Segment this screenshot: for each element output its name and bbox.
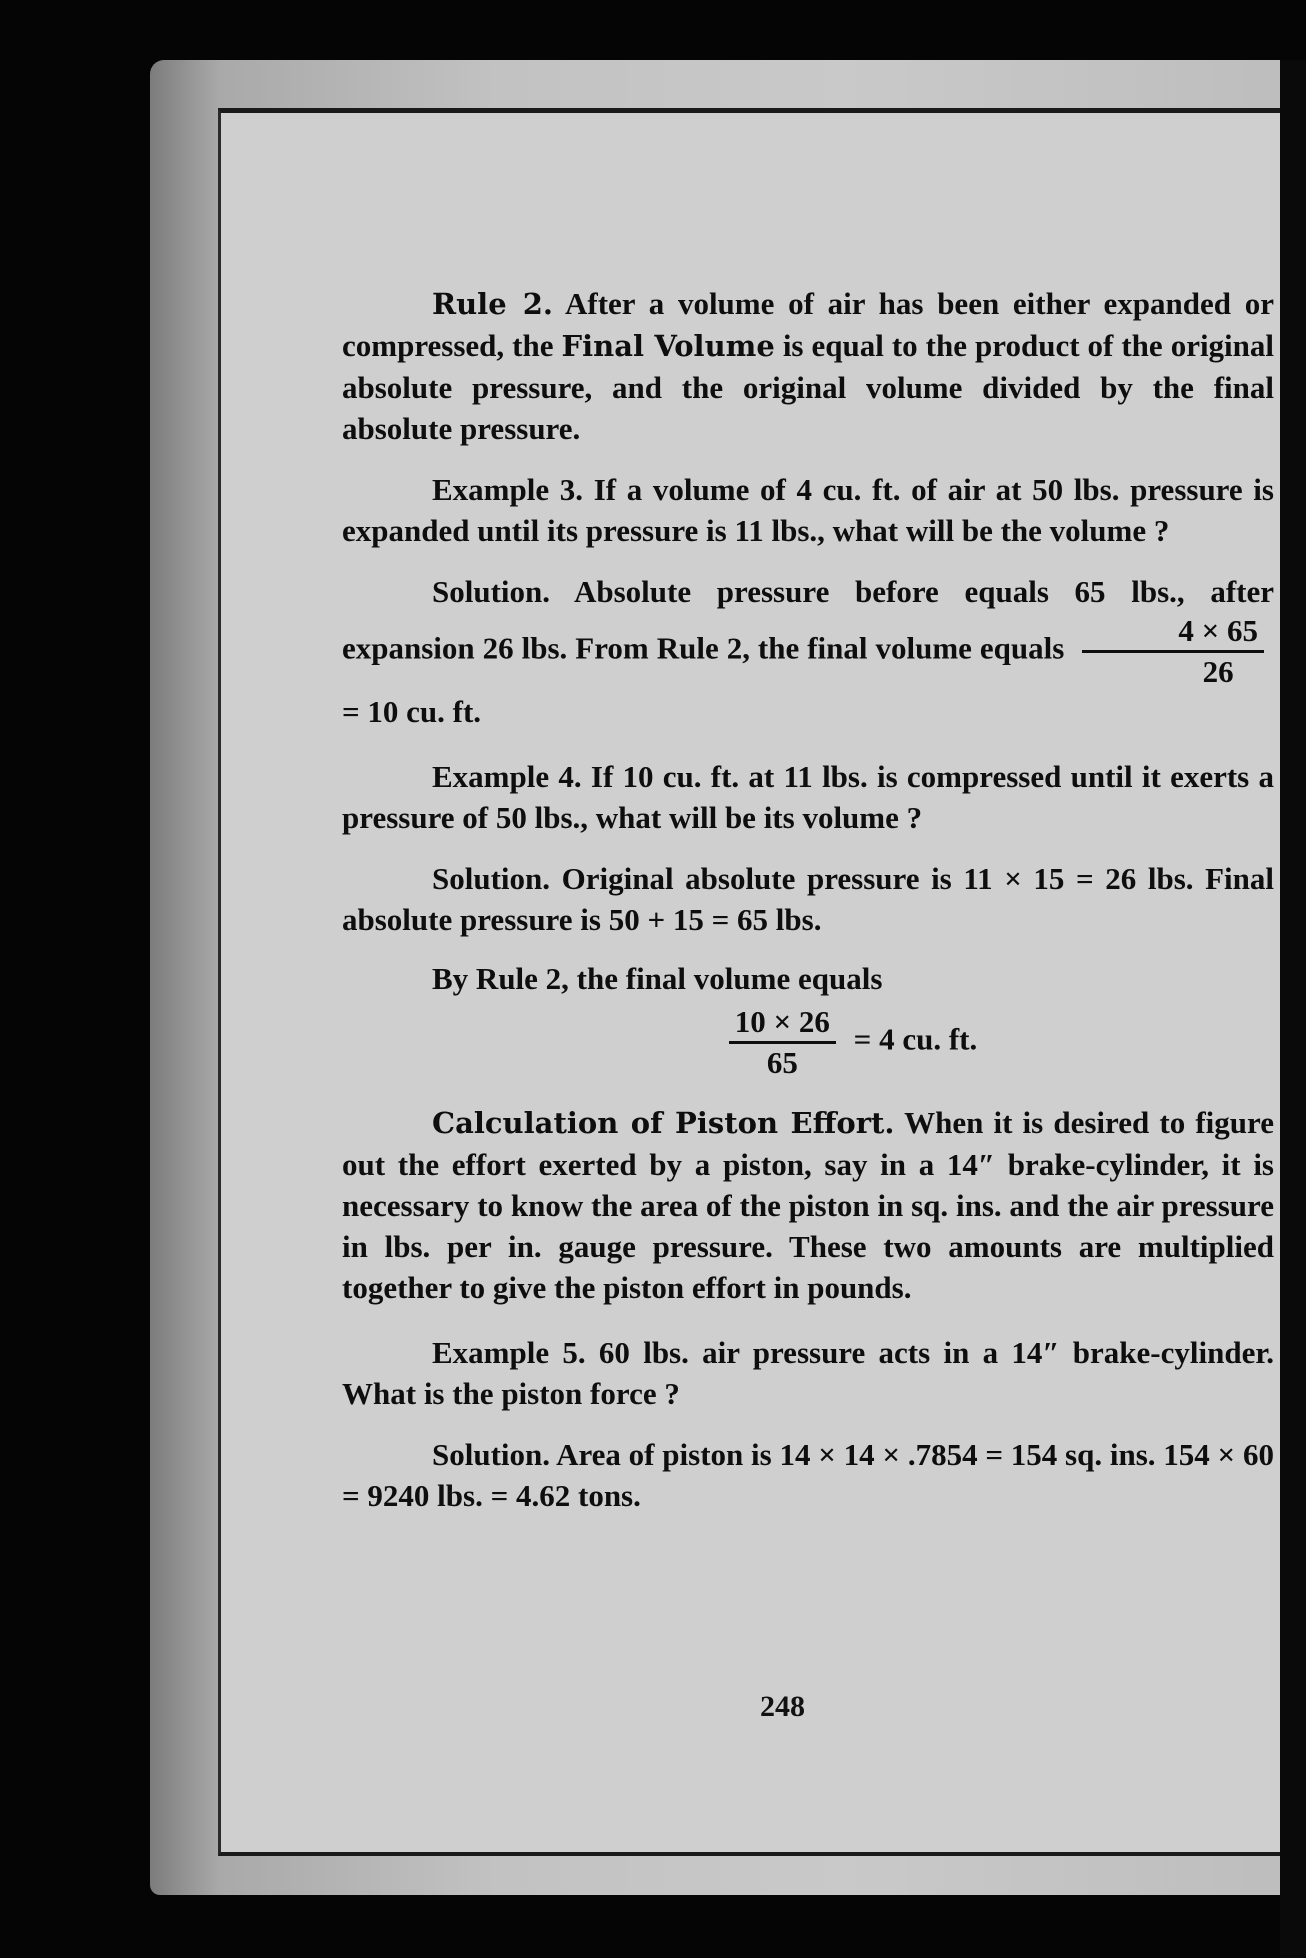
page-edge-shadow	[1280, 60, 1306, 1958]
example-4: Example 4. If 10 cu. ft. at 11 lbs. is compressed until it exerts a pressure of 50 lbs., what will be its volume ?	[342, 759, 1274, 835]
rule-2-label: Rule 2.	[432, 287, 553, 321]
rule-2-text-b: is equal to the product of the original absolute pressure, and the original volume divided by the final absolute pressure.	[342, 328, 1275, 446]
fraction-denominator: 26	[1202, 654, 1234, 689]
example-5: Example 5. 60 lbs. air pressure acts in a 14″ brake-cylinder. What is the piston force ?	[342, 1335, 1274, 1411]
final-volume-term: Final Volume	[561, 329, 775, 363]
example-3-result: = 10 cu. ft.	[342, 694, 482, 729]
example-4-equation	[422, 1003, 1274, 1082]
rule-2-paragraph	[342, 283, 1274, 449]
example-3-solution-text: Solution. Absolute pressure before equals 65 lbs., after expansion 26 lbs. From Rule 2, the final volume equals	[342, 574, 1274, 666]
fraction-numerator: 10 × 26	[729, 1003, 836, 1044]
piston-effort-paragraph	[342, 1102, 1274, 1308]
example-3-fraction	[1082, 612, 1264, 691]
example-3-solution	[342, 571, 1274, 732]
page-text	[342, 283, 1274, 1516]
rule-2-text-a: After a volume of air has been either expanded or compressed, the	[342, 286, 1274, 363]
example-4-result: = 4 cu. ft.	[853, 1021, 978, 1057]
fraction-numerator: 4 × 65	[1082, 612, 1264, 653]
piston-effort-text: When it is desired to figure out the effort exerted by a piston, say in a 14″ brake-cylinder, it is necessary to know the area of the piston in sq. ins. and the air pressure in lbs. per in. gauge pressure. These two amounts are multiplied together to give the piston effort in pounds.	[342, 1105, 1274, 1305]
example-4-solution: Solution. Original absolute pressure is 11 × 15 = 26 lbs. Final absolute pressure is 50 + 15 = 65 lbs.	[342, 861, 1274, 937]
example-5-solution: Solution. Area of piston is 14 × 14 × .7854 = 154 sq. ins. 154 × 60 = 9240 lbs. = 4.62 tons.	[342, 1437, 1274, 1513]
example-3: Example 3. If a volume of 4 cu. ft. of air at 50 lbs. pressure is expanded until its pressure is 11 lbs., what will be the volume ?	[342, 472, 1274, 548]
example-4-fraction	[729, 1003, 836, 1082]
example-4-rule-line: By Rule 2, the final volume equals	[432, 961, 883, 996]
page-number: 248	[760, 1690, 805, 1723]
fraction-denominator: 65	[766, 1045, 798, 1080]
piston-effort-heading: Calculation of Piston Effort.	[432, 1106, 895, 1140]
